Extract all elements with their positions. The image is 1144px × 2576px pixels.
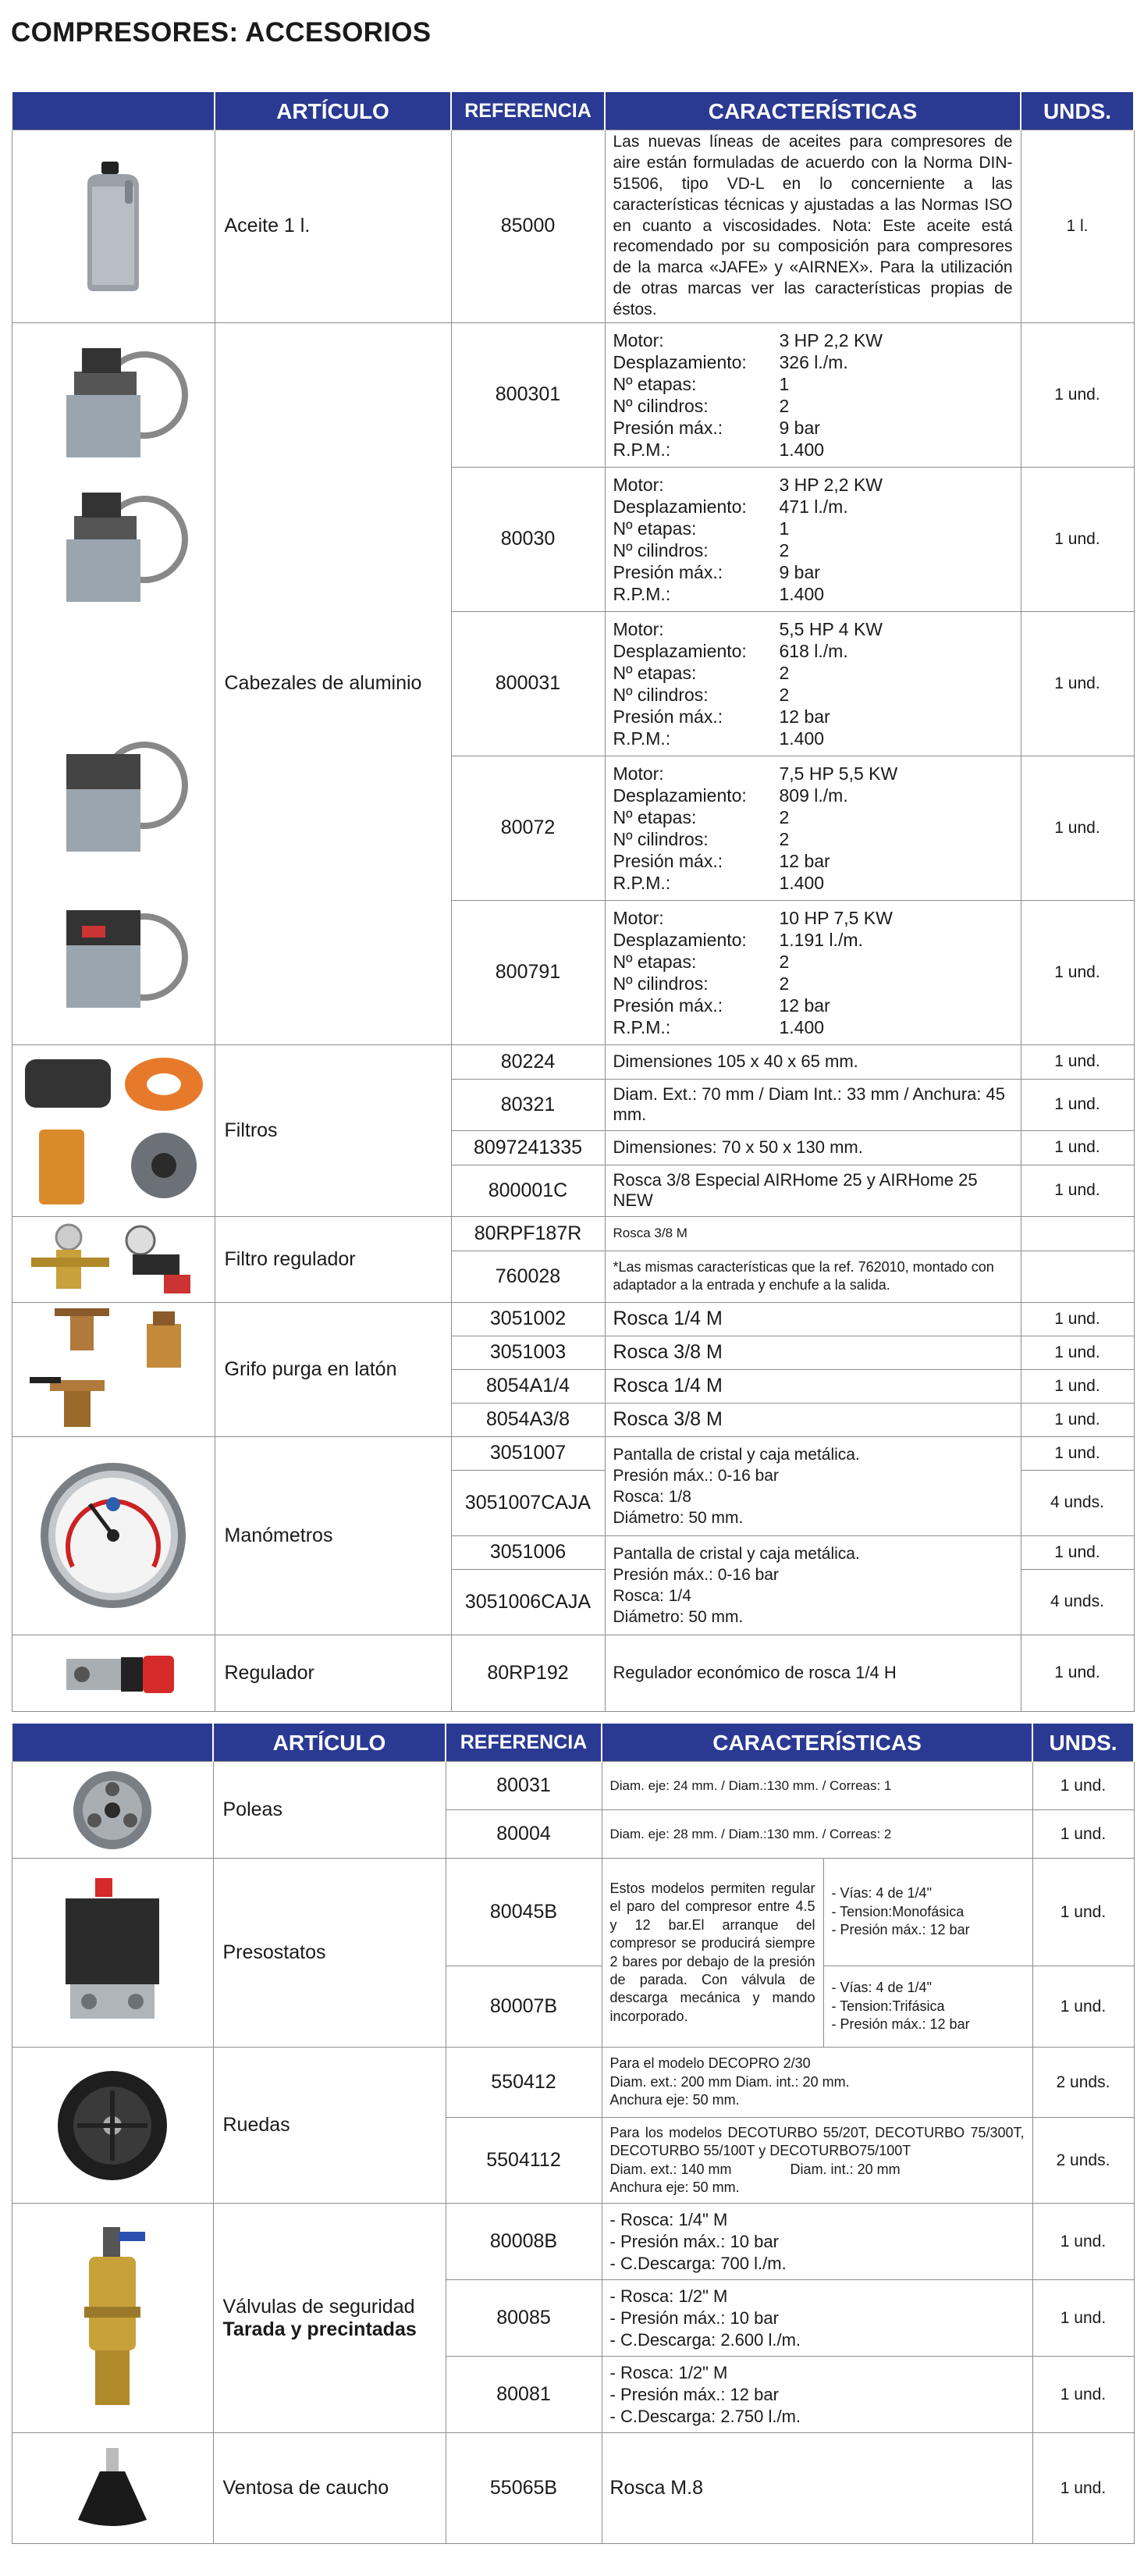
ref-cabezal: 800031 (451, 611, 605, 756)
header-unds: UNDS. (1032, 1724, 1134, 1762)
desc-ventosa: Rosca M.8 (602, 2433, 1032, 2544)
unds-filtro: 1 und. (1021, 1165, 1134, 1216)
unds-ventosa: 1 und. (1032, 2433, 1134, 2544)
desc-filtro: Dimensiones: 70 x 50 x 130 mm. (605, 1130, 1021, 1165)
ref-filtro: 80321 (451, 1079, 605, 1130)
ref-valvula: 80085 (446, 2280, 602, 2357)
unds-filtro: 1 und. (1021, 1079, 1134, 1130)
unds-rueda: 2 unds. (1032, 2048, 1134, 2118)
unds-cabezal: 1 und. (1021, 611, 1134, 756)
articulo-grifo: Grifo purga en latón (215, 1302, 451, 1436)
table-header (12, 93, 1134, 130)
desc-valvula: - Rosca: 1/4" M - Presión máx.: 10 bar - C.Descarga: 700 l./m. (602, 2204, 1032, 2280)
desc-filtro: Dimensiones 105 x 40 x 65 mm. (605, 1044, 1021, 1079)
ref-85000: 85000 (451, 130, 605, 323)
ref-polea: 80004 (446, 1810, 602, 1859)
ref-manometro: 3051007CAJA (451, 1470, 605, 1535)
wheel-image (12, 2048, 213, 2204)
ref-filtro: 80224 (451, 1044, 605, 1079)
header-image (12, 93, 215, 130)
table-header (12, 1724, 1134, 1762)
table-row (12, 1044, 1134, 1079)
safety-valve-image (12, 2204, 213, 2433)
table-row (12, 1859, 1134, 1966)
table-row (12, 1436, 1134, 1470)
ref-filtro-regulador: 760028 (451, 1251, 605, 1302)
unds-cabezal: 1 und. (1021, 756, 1134, 900)
desc-rueda: Para el modelo DECOPRO 2/30 Diam. ext.: 200 mm Diam. int.: 20 mm. Anchura eje: 50 mm. (602, 2048, 1032, 2118)
articulo-ventosa: Ventosa de caucho (213, 2433, 446, 2544)
desc-presostatos: Estos modelos permiten regular el paro del compresor entre 4.5 y 12 bar.El arranque del compresor se producirá siempre 2 bares por debajo de la presión de parada. Con válvula de descarga mecánica y mando incorporado. (602, 1859, 823, 2048)
unds-manometro: 1 und. (1021, 1535, 1134, 1569)
header-image (12, 1724, 213, 1762)
desc-filtro: Diam. Ext.: 70 mm / Diam Int.: 33 mm / Anchura: 45 mm. (605, 1079, 1021, 1130)
table-row (12, 1216, 1134, 1251)
spec-cabezal: Motor: 7,5 HP 5,5 KW Desplazamiento: 809 l./m. Nº etapas: 2 Nº cilindros: 2 Presión máx.: 12 bar R.P.M.: 1.400 (605, 756, 1021, 900)
header-articulo: ARTÍCULO (215, 93, 451, 130)
header-caracteristicas: CARACTERÍSTICAS (605, 93, 1021, 130)
articulo-manometros: Manómetros (215, 1436, 451, 1635)
header-unds: UNDS. (1021, 93, 1134, 130)
desc-valvula: - Rosca: 1/2" M - Presión máx.: 12 bar - C.Descarga: 2.750 l./m. (602, 2357, 1032, 2433)
unds-filtro-regulador (1021, 1216, 1134, 1251)
articulo-poleas: Poleas (213, 1762, 446, 1859)
spec-cabezal: Motor: 3 HP 2,2 KW Desplazamiento: 326 l./m. Nº etapas: 1 Nº cilindros: 2 Presión máx.: 9 bar R.P.M.: 1.400 (605, 322, 1021, 467)
regulator-image (12, 1635, 215, 1711)
table-row (12, 1762, 1134, 1810)
unds-grifo: 1 und. (1021, 1336, 1134, 1369)
desc-aceite: Las nuevas líneas de aceites para compresores de aire están formuladas de acuerdo con la Norma DIN-51506, tipo VD-L en lo concerniente a las características técnicas y ajustadas a las Normas ISO en cuanto a viscosidades. Nota: Este aceite está recomendado por su composición para compresores de la marca «JAFE» y «AIRNEX». Para la utilización de otras marcas ver las características propias de éstos. (605, 130, 1021, 323)
header-referencia: REFERENCIA (451, 93, 605, 130)
ref-filtro: 8097241335 (451, 1130, 605, 1165)
desc-grifo: Rosca 1/4 M (605, 1302, 1021, 1336)
drain-valve-images (12, 1302, 215, 1436)
unds-valvula: 1 und. (1032, 2280, 1134, 2357)
spec-cabezal: Motor: 10 HP 7,5 KW Desplazamiento: 1.191 l./m. Nº etapas: 2 Nº cilindros: 2 Presión máx.: 12 bar R.P.M.: 1.400 (605, 900, 1021, 1044)
ref-manometro: 3051006 (451, 1535, 605, 1569)
pulley-image (12, 1762, 213, 1859)
page-title: COMPRESORES: ACCESORIOS (11, 17, 432, 48)
filter-regulator-image (12, 1216, 215, 1302)
spec-presostato: - Vías: 4 de 1/4" - Tension:Trifásica - Presión máx.: 12 bar (823, 1966, 1032, 2048)
unds-presostato: 1 und. (1032, 1966, 1134, 2048)
desc-grifo: Rosca 3/8 M (605, 1403, 1021, 1436)
unds-cabezal: 1 und. (1021, 900, 1134, 1044)
unds-grifo: 1 und. (1021, 1302, 1134, 1336)
header-referencia: REFERENCIA (446, 1724, 602, 1762)
table-row (12, 130, 1134, 323)
ref-filtro-regulador: 80RPF187R (451, 1216, 605, 1251)
filter-images (12, 1044, 215, 1216)
unds-polea: 1 und. (1032, 1810, 1134, 1859)
spec-cabezal: Motor: 3 HP 2,2 KW Desplazamiento: 471 l./m. Nº etapas: 1 Nº cilindros: 2 Presión máx.: 9 bar R.P.M.: 1.400 (605, 467, 1021, 611)
ref-rueda: 550412 (446, 2048, 602, 2118)
articulo-regulador: Regulador (215, 1635, 451, 1711)
desc-grifo: Rosca 3/8 M (605, 1336, 1021, 1369)
table-row (12, 2204, 1134, 2280)
unds-valvula: 1 und. (1032, 2357, 1134, 2433)
ref-cabezal: 800791 (451, 900, 605, 1044)
articulo-presostatos: Presostatos (213, 1859, 446, 2048)
ref-presostato: 80045B (446, 1859, 602, 1966)
pressure-switch-image (12, 1859, 213, 2048)
unds-presostato: 1 und. (1032, 1859, 1134, 1966)
ref-grifo: 8054A3/8 (451, 1403, 605, 1436)
unds-rueda: 2 unds. (1032, 2118, 1134, 2204)
articulo-filtros: Filtros (215, 1044, 451, 1216)
desc-filtro-regulador: Rosca 3/8 M (605, 1216, 1021, 1251)
ref-cabezal: 80030 (451, 467, 605, 611)
articulo-filtro-regulador: Filtro regulador (215, 1216, 451, 1302)
unds-regulador: 1 und. (1021, 1635, 1134, 1711)
ref-regulador: 80RP192 (451, 1635, 605, 1711)
unds-valvula: 1 und. (1032, 2204, 1134, 2280)
table-row (12, 1635, 1134, 1711)
ref-manometro: 3051007 (451, 1436, 605, 1470)
spec-cabezal: Motor: 5,5 HP 4 KW Desplazamiento: 618 l./m. Nº etapas: 2 Nº cilindros: 2 Presión máx.: 12 bar R.P.M.: 1.400 (605, 611, 1021, 756)
table-row (12, 2048, 1134, 2118)
articulo-aceite: Aceite 1 l. (215, 130, 451, 323)
ref-grifo: 3051003 (451, 1336, 605, 1369)
desc-polea: Diam. eje: 28 mm. / Diam.:130 mm. / Correas: 2 (602, 1810, 1032, 1859)
ref-grifo: 8054A1/4 (451, 1369, 605, 1403)
unds-filtro: 1 und. (1021, 1044, 1134, 1079)
rubber-suction-cup-image (12, 2433, 213, 2544)
unds-cabezal: 1 und. (1021, 467, 1134, 611)
unds-manometro: 1 und. (1021, 1436, 1134, 1470)
unds-aceite: 1 l. (1021, 130, 1134, 323)
ref-valvula: 80008B (446, 2204, 602, 2280)
desc-rueda: Para los modelos DECOTURBO 55/20T, DECOTURBO 75/300T, DECOTURBO 55/100T y DECOTURBO75/100T Diam. ext.: 140 mm Diam. int.: 20 mm Anchura eje: 50 mm. (602, 2118, 1032, 2204)
accessories-table-1 (11, 92, 1135, 1712)
unds-grifo: 1 und. (1021, 1403, 1134, 1436)
table-row (12, 2433, 1134, 2544)
unds-manometro: 4 unds. (1021, 1569, 1134, 1635)
ref-polea: 80031 (446, 1762, 602, 1810)
ref-grifo: 3051002 (451, 1302, 605, 1336)
desc-manometro: Pantalla de cristal y caja metálica. Presión máx.: 0-16 bar Rosca: 1/4 Diámetro: 50 mm. (605, 1535, 1021, 1635)
ref-cabezal: 80072 (451, 756, 605, 900)
articulo-cabezales: Cabezales de aluminio (215, 322, 451, 1044)
ref-filtro: 800001C (451, 1165, 605, 1216)
unds-filtro: 1 und. (1021, 1130, 1134, 1165)
unds-polea: 1 und. (1032, 1762, 1134, 1810)
ref-manometro: 3051006CAJA (451, 1569, 605, 1635)
cylinder-head-icon (66, 348, 185, 457)
pressure-gauge-image (12, 1436, 215, 1635)
desc-filtro-regulador: *Las mismas características que la ref. 762010, montado con adaptador a la entrada y enchufe a la salida. (605, 1251, 1021, 1302)
table-row (12, 322, 1134, 467)
unds-cabezal: 1 und. (1021, 322, 1134, 467)
desc-grifo: Rosca 1/4 M (605, 1369, 1021, 1403)
unds-grifo: 1 und. (1021, 1369, 1134, 1403)
table-row (12, 1302, 1134, 1336)
desc-valvula: - Rosca: 1/2" M - Presión máx.: 10 bar - C.Descarga: 2.600 l./m. (602, 2280, 1032, 2357)
ref-valvula: 80081 (446, 2357, 602, 2433)
ref-presostato: 80007B (446, 1966, 602, 2048)
articulo-valvulas: Válvulas de seguridad Tarada y precintadas (213, 2204, 446, 2433)
ref-rueda: 5504112 (446, 2118, 602, 2204)
header-articulo: ARTÍCULO (213, 1724, 446, 1762)
ref-cabezal: 800301 (451, 322, 605, 467)
spec-presostato: - Vías: 4 de 1/4" - Tension:Monofásica - Presión máx.: 12 bar (823, 1859, 1032, 1966)
unds-filtro-regulador (1021, 1251, 1134, 1302)
oil-bottle-image (12, 130, 215, 323)
cylinder-head-images (12, 322, 215, 1044)
accessories-table-2 (11, 1724, 1135, 2544)
header-caracteristicas: CARACTERÍSTICAS (602, 1724, 1032, 1762)
ref-ventosa: 55065B (446, 2433, 602, 2544)
unds-manometro: 4 unds. (1021, 1470, 1134, 1535)
articulo-ruedas: Ruedas (213, 2048, 446, 2204)
desc-polea: Diam. eje: 24 mm. / Diam.:130 mm. / Correas: 1 (602, 1762, 1032, 1810)
desc-regulador: Regulador económico de rosca 1/4 H (605, 1635, 1021, 1711)
desc-filtro: Rosca 3/8 Especial AIRHome 25 y AIRHome 25 NEW (605, 1165, 1021, 1216)
desc-manometro: Pantalla de cristal y caja metálica. Presión máx.: 0-16 bar Rosca: 1/8 Diámetro: 50 mm. (605, 1436, 1021, 1535)
